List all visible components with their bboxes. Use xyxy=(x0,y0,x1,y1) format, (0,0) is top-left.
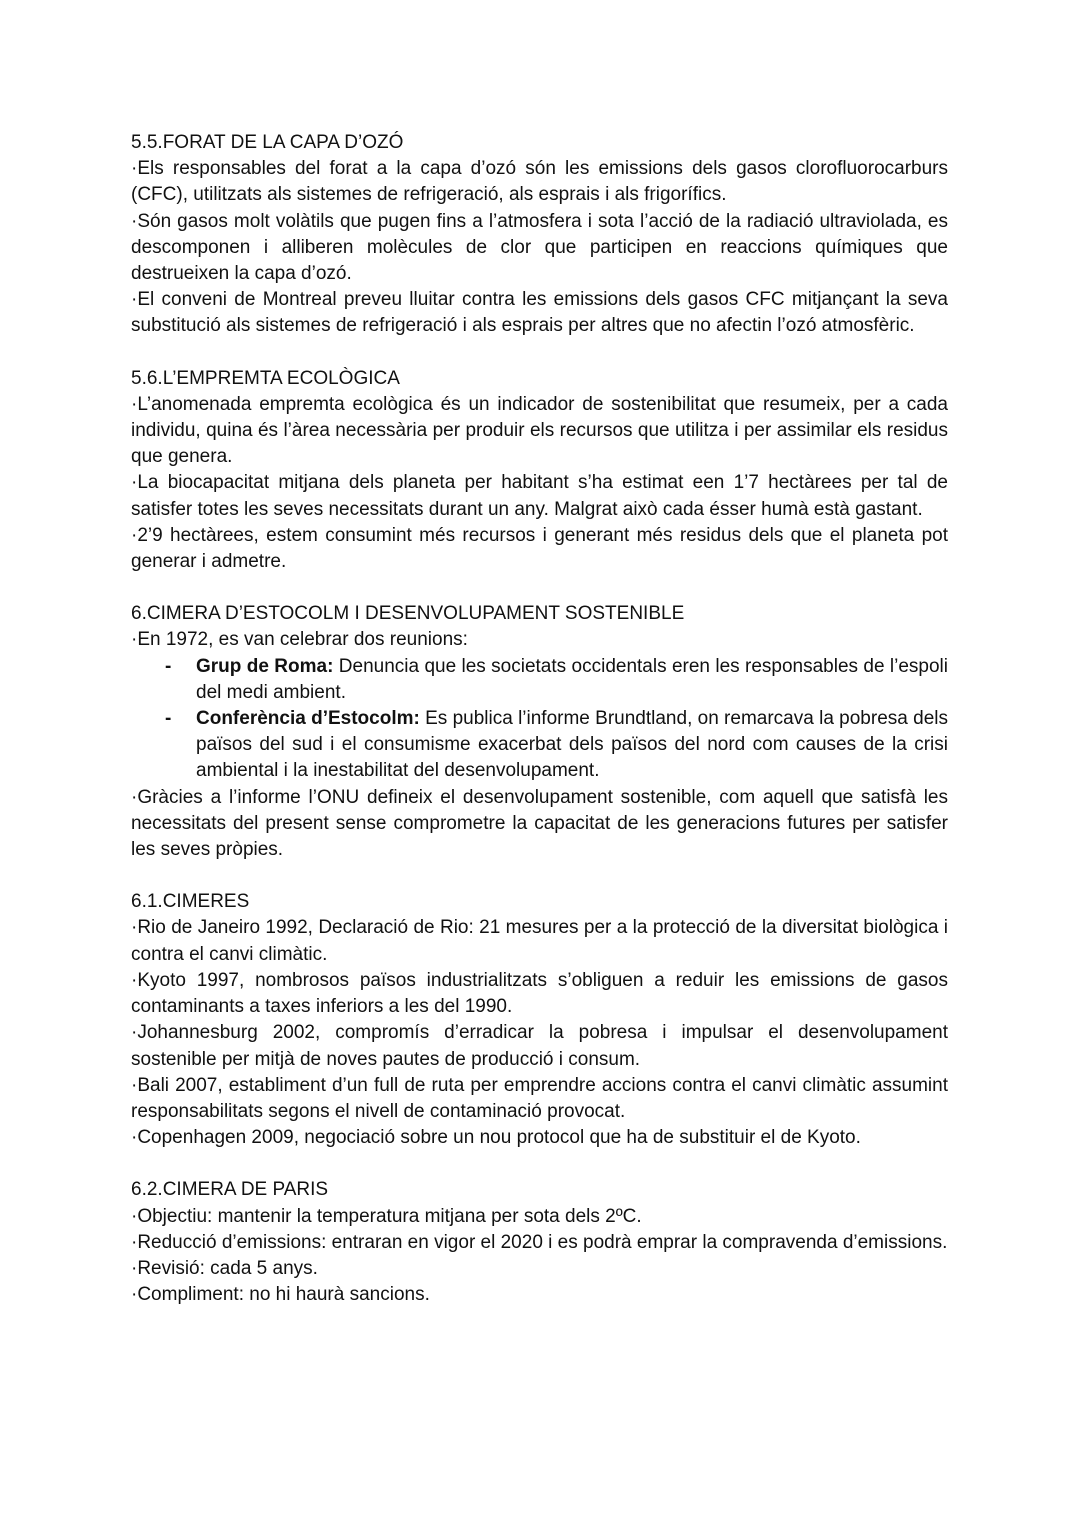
section-heading: 6.2.CIMERA DE PARIS xyxy=(131,1179,329,1201)
section-heading: 5.6.L’EMPREMTA ECOLÒGICA xyxy=(131,367,400,389)
bullet-item xyxy=(131,654,948,706)
paragraph: ·Compliment: no hi haurà sancions. xyxy=(131,1284,430,1306)
bullet-text: Es publica l’informe Brundtland, on remarcava la pobresa dels països del sud i el consumisme exacerbat dels països del nord com causes de la crisi ambiental i la inestabilitat del desenvolupament. xyxy=(196,708,948,782)
paragraph: ·Bali 2007, establiment d’un full de ruta per emprendre accions contra el canvi climàtic assumint responsabilitats segons el nivell de contaminació provocat. xyxy=(131,1074,948,1122)
document-page xyxy=(131,130,948,1334)
paragraph: ·2’9 hectàrees, estem consumint més recursos i generant més residus dels que el planeta pot generar i admetre. xyxy=(131,524,948,573)
paragraph: ·Gràcies a l’informe l’ONU defineix el desenvolupament sostenible, com aquell que satisfà les necessitats del present sense comprometre la capacitat de les generacions futures per satisfer les seves pròpies. xyxy=(131,786,948,861)
paragraph: ·La biocapacitat mitjana dels planeta per habitant s’ha estimat een 1’7 hectàrees per tal de satisfer totes les seves necessitats durant un any. Malgrat això cada ésser humà està gastant. xyxy=(131,472,948,520)
section-summits xyxy=(131,889,948,1151)
paragraph: ·Revisió: cada 5 anys. xyxy=(131,1257,318,1279)
paragraph: ·Copenhagen 2009, negociació sobre un nou protocol que ha de substituir el de Kyoto. xyxy=(131,1127,861,1149)
section-ecological-footprint xyxy=(131,366,948,576)
bullet-text: Denuncia que les societats occidentals eren les responsables de l’espoli del medi ambient. xyxy=(196,655,948,703)
paragraph: ·Els responsables del forat a la capa d’ozó són les emissions dels gasos clorofluorocarburs (CFC), utilitzats als sistemes de refrigeració, als esprais i als frigorífics. xyxy=(131,158,948,206)
bullet-list xyxy=(131,654,948,785)
bullet-item xyxy=(131,706,948,785)
paragraph: ·Són gasos molt volàtils que pugen fins a l’atmosfera i sota l’acció de la radiació ultraviolada, es descomponen i alliberen molècules de clor que participen en reaccions químiques que destrueixen la capa d’ozó. xyxy=(131,210,948,285)
bullet-term: Grup de Roma: xyxy=(196,655,334,677)
paragraph: ·Objectiu: mantenir la temperatura mitjana per sota dels 2ºC. xyxy=(131,1205,642,1227)
section-heading: 5.5.FORAT DE LA CAPA D’OZÓ xyxy=(131,132,404,153)
section-heading: 6.1.CIMERES xyxy=(131,891,250,913)
paragraph: ·El conveni de Montreal preveu lluitar contra les emissions dels gasos CFC mitjançant la seva substitució als sistemes de refrigeració i als esprais per altres que no afectin l’ozó atmosfèric. xyxy=(131,289,948,337)
paragraph: ·Rio de Janeiro 1992, Declaració de Rio: 21 mesures per a la protecció de la diversitat biològica i contra el canvi climàtic. xyxy=(131,917,948,965)
paragraph: ·Reducció d’emissions: entraran en vigor el 2020 i es podrà emprar la compravenda d’emissions. xyxy=(131,1231,948,1253)
section-ozone-hole xyxy=(131,130,948,340)
section-stockholm-summit xyxy=(131,601,948,863)
bullet-term: Conferència d’Estocolm: xyxy=(196,708,420,730)
section-heading: 6.CIMERA D’ESTOCOLM I DESENVOLUPAMENT SOSTENIBLE xyxy=(131,603,685,625)
paragraph: ·En 1972, es van celebrar dos reunions: xyxy=(131,629,468,651)
paragraph: ·L’anomenada empremta ecològica és un indicador de sostenibilitat que resumeix, per a cada individu, quina és l’àrea necessària per produir els recursos que utilitza i per assimilar els residus que genera. xyxy=(131,393,948,468)
bullet-dash: - xyxy=(165,708,172,730)
bullet-dash: - xyxy=(165,655,172,677)
paragraph: ·Johannesburg 2002, compromís d’erradicar la pobresa i impulsar el desenvolupament sostenible per mitjà de noves pautes de producció i consum. xyxy=(131,1022,948,1070)
paragraph: ·Kyoto 1997, nombrosos països industrialitzats s’obliguen a reduir les emissions de gasos contaminants a taxes inferiors a les del 1990. xyxy=(131,969,948,1018)
section-paris-summit xyxy=(131,1177,948,1308)
